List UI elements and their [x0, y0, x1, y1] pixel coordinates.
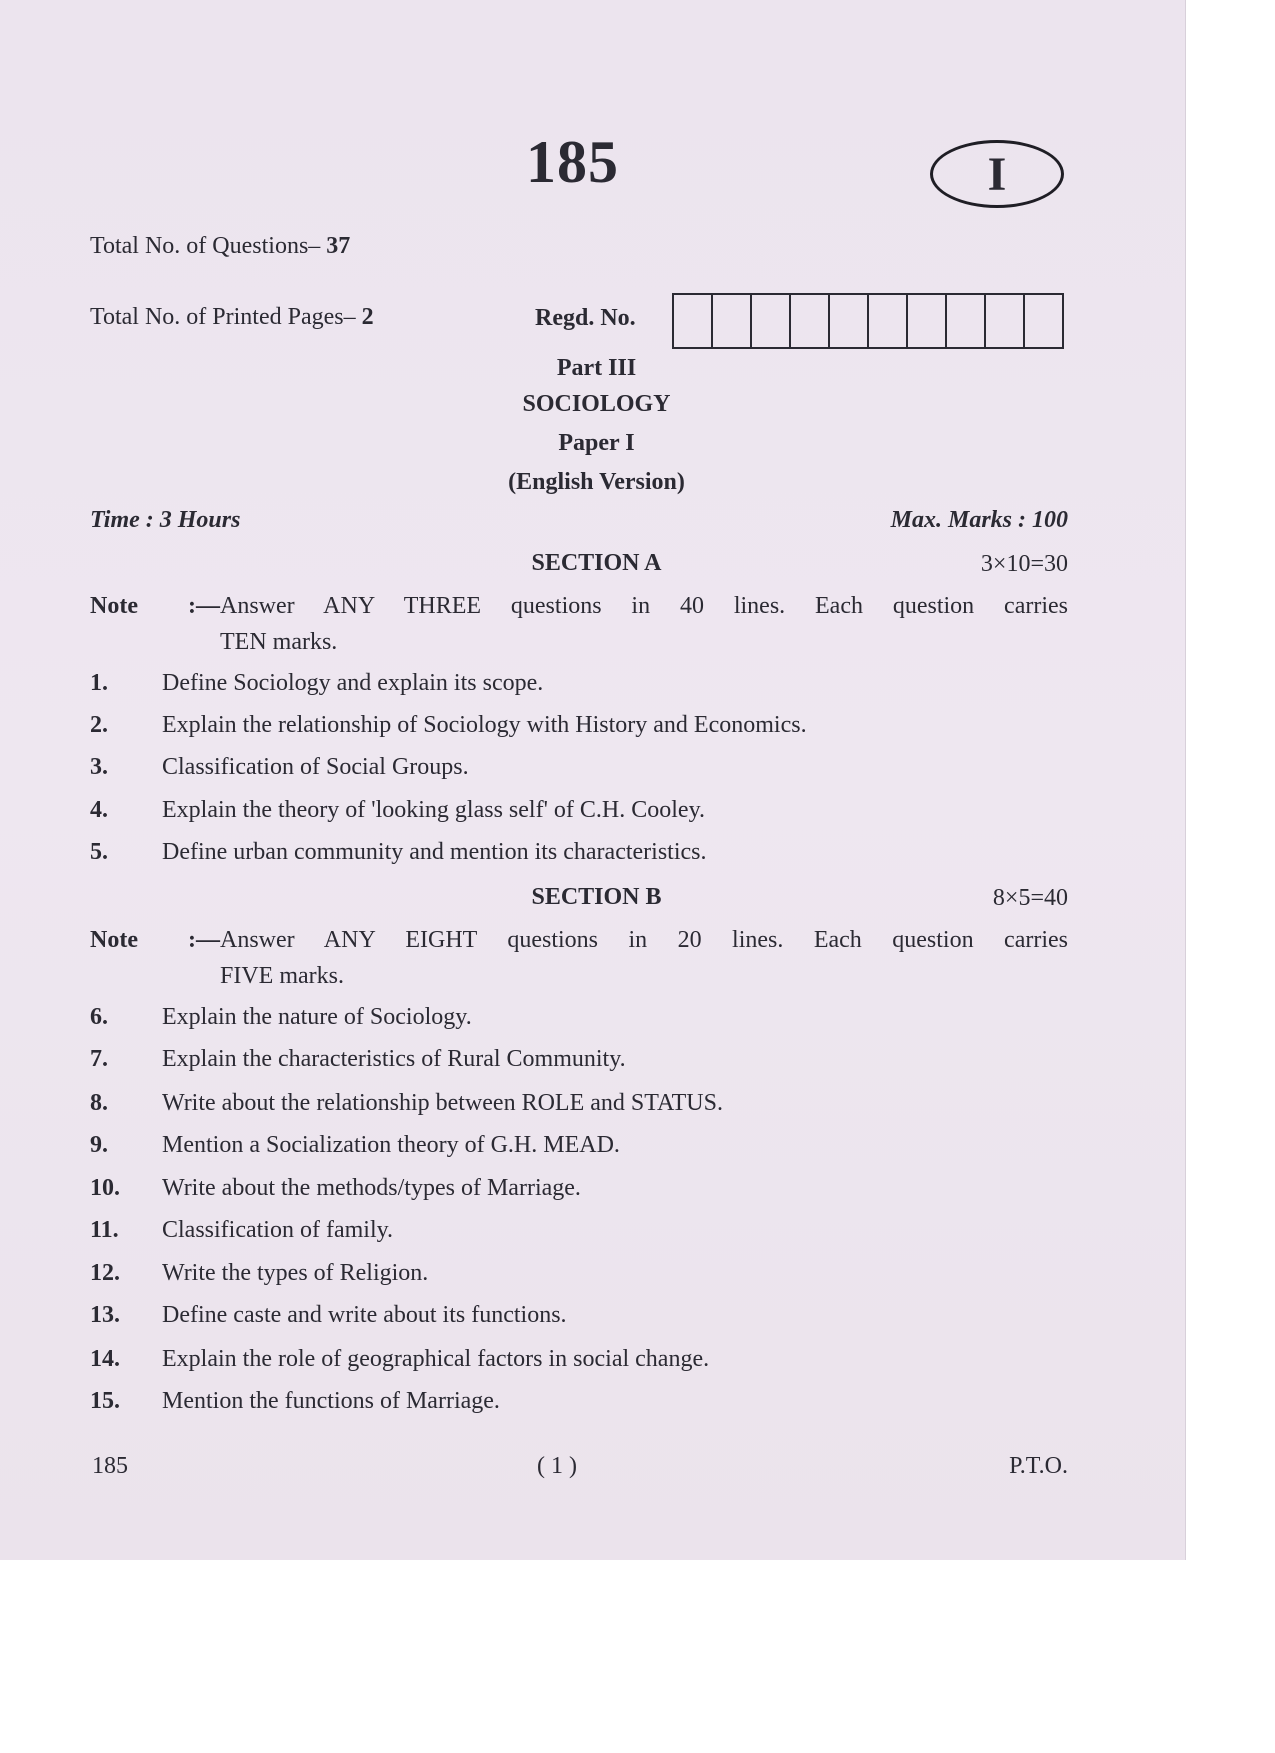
question-number: 6.	[90, 1004, 108, 1030]
question-item	[90, 1388, 500, 1415]
time-allowed: Time : 3 Hours	[90, 507, 241, 533]
question-number: 4.	[90, 797, 108, 823]
question-text: Explain the theory of 'looking glass self' of C.H. Cooley.	[162, 797, 706, 823]
set-code-label: I	[987, 147, 1007, 201]
section-b-marks: 8×5=40	[992, 885, 1068, 911]
question-item	[90, 1132, 620, 1159]
section-b-note-line2: FIVE marks.	[220, 963, 344, 989]
question-number: 14.	[90, 1346, 120, 1372]
version-heading: (English Version)	[508, 469, 685, 495]
printed-pages-value: 2	[361, 304, 374, 330]
question-item	[90, 1302, 567, 1329]
section-b-note-line1: Answer ANY EIGHT questions in 20 lines. Each question carries	[220, 927, 1068, 953]
question-number: 10.	[90, 1175, 120, 1201]
set-code-badge	[930, 140, 1064, 208]
total-questions-value: 37	[326, 233, 351, 259]
regd-box[interactable]	[869, 295, 908, 347]
question-number: 5.	[90, 839, 108, 865]
question-number: 1.	[90, 670, 108, 696]
printed-pages-label: Total No. of Printed Pages–	[90, 304, 356, 330]
question-item	[90, 1217, 393, 1244]
printed-pages	[90, 304, 374, 331]
question-item	[90, 1260, 428, 1287]
question-item	[90, 754, 469, 781]
question-text: Define caste and write about its functions.	[162, 1302, 567, 1328]
section-b-note	[90, 922, 1068, 994]
question-item	[90, 797, 705, 824]
max-marks: Max. Marks : 100	[890, 507, 1068, 533]
regd-box[interactable]	[1025, 295, 1062, 347]
subject-heading: SOCIOLOGY	[522, 391, 671, 417]
question-number: 11.	[90, 1217, 119, 1243]
regd-box[interactable]	[674, 295, 713, 347]
question-item	[90, 839, 707, 866]
question-number: 15.	[90, 1388, 120, 1414]
question-item	[90, 1090, 723, 1117]
question-number: 12.	[90, 1260, 120, 1286]
question-text: Explain the nature of Sociology.	[162, 1004, 472, 1030]
question-number: 3.	[90, 754, 108, 780]
question-item	[90, 1046, 626, 1073]
section-b-note-label: Note :—	[90, 927, 220, 953]
regd-no-boxes[interactable]	[672, 293, 1064, 349]
total-questions	[90, 233, 350, 260]
question-text: Explain the role of geographical factors in social change.	[162, 1346, 710, 1372]
question-item	[90, 1175, 581, 1202]
question-text: Write the types of Religion.	[162, 1260, 429, 1286]
regd-box[interactable]	[986, 295, 1025, 347]
question-item	[90, 670, 543, 697]
question-text: Define urban community and mention its characteristics.	[162, 839, 707, 865]
regd-box[interactable]	[947, 295, 986, 347]
question-item	[90, 1004, 472, 1031]
part-heading: Part III	[556, 355, 637, 381]
question-text: Mention a Socialization theory of G.H. MEAD.	[162, 1132, 620, 1158]
question-item	[90, 712, 807, 739]
section-a-note-line1: Answer ANY THREE questions in 40 lines. Each question carries	[220, 593, 1068, 619]
regd-box[interactable]	[908, 295, 947, 347]
section-a-title: SECTION A	[531, 550, 662, 576]
regd-box[interactable]	[752, 295, 791, 347]
section-a-marks: 3×10=30	[980, 551, 1068, 577]
question-text: Write about the methods/types of Marriage.	[162, 1175, 581, 1201]
regd-no-label: Regd. No.	[535, 305, 636, 331]
section-a-note-label: Note :—	[90, 593, 220, 619]
regd-box[interactable]	[830, 295, 869, 347]
footer-paper-code: 185	[92, 1453, 128, 1479]
question-text: Write about the relationship between ROLE and STATUS.	[162, 1090, 723, 1116]
question-number: 13.	[90, 1302, 120, 1328]
question-text: Define Sociology and explain its scope.	[162, 670, 544, 696]
question-item	[90, 1346, 709, 1373]
question-text: Classification of family.	[162, 1217, 394, 1243]
section-a-note-line2: TEN marks.	[220, 629, 338, 655]
question-text: Explain the relationship of Sociology with History and Economics.	[162, 712, 807, 738]
paper-heading: Paper I	[558, 430, 635, 456]
question-number: 9.	[90, 1132, 108, 1158]
regd-box[interactable]	[713, 295, 752, 347]
total-questions-label: Total No. of Questions–	[90, 233, 321, 259]
question-number: 7.	[90, 1046, 108, 1072]
question-text: Classification of Social Groups.	[162, 754, 469, 780]
question-text: Mention the functions of Marriage.	[162, 1388, 500, 1414]
section-b-title: SECTION B	[531, 884, 662, 910]
paper-code: 185	[526, 129, 619, 195]
question-text: Explain the characteristics of Rural Community.	[162, 1046, 626, 1072]
section-a-note	[90, 588, 1068, 660]
pto-label: P.T.O.	[1009, 1453, 1068, 1479]
question-number: 8.	[90, 1090, 108, 1116]
question-number: 2.	[90, 712, 108, 738]
page-number: ( 1 )	[537, 1453, 577, 1479]
regd-box[interactable]	[791, 295, 830, 347]
